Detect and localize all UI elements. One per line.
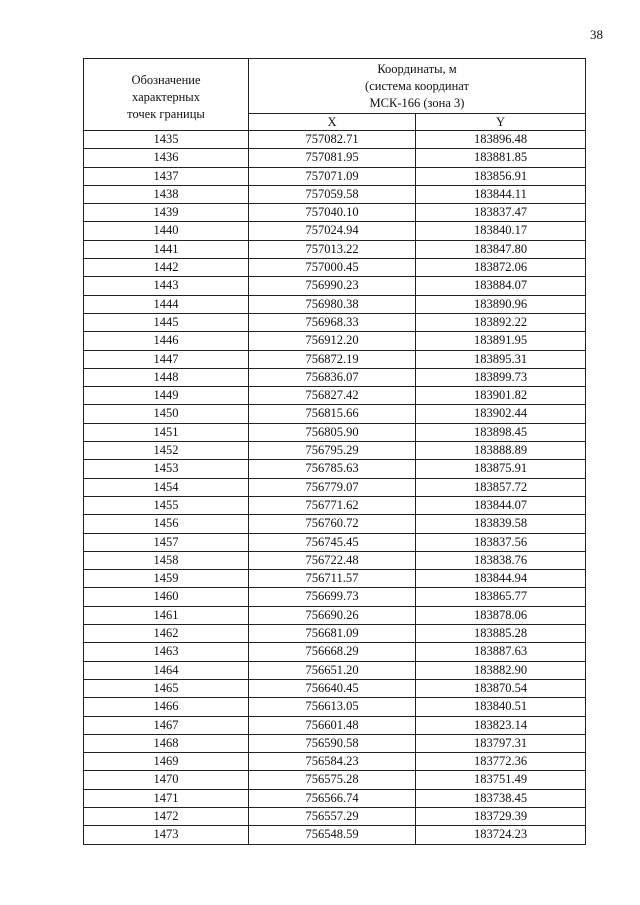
point-cell: 1450 [84,405,249,423]
y-coordinate-cell: 183772.36 [416,753,586,771]
y-coordinate-cell: 183729.39 [416,807,586,825]
table-row [84,826,586,844]
table-row [84,295,586,313]
y-coordinate-cell: 183724.23 [416,826,586,844]
coords-header-line: Координаты, м [377,61,457,76]
table-body [84,131,586,845]
y-coordinate-cell: 183884.07 [416,277,586,295]
x-coordinate-cell: 757081.95 [249,149,416,167]
y-coordinate-cell: 183738.45 [416,789,586,807]
y-coordinate-cell: 183892.22 [416,313,586,331]
table-row [84,716,586,734]
y-coordinate-cell: 183890.96 [416,295,586,313]
x-coordinate-cell: 756601.48 [249,716,416,734]
table-row [84,698,586,716]
table-row [84,643,586,661]
point-cell: 1452 [84,442,249,460]
point-cell: 1453 [84,460,249,478]
point-cell: 1448 [84,368,249,386]
point-column-header [84,59,249,131]
table-row [84,551,586,569]
table-row [84,496,586,514]
point-cell: 1463 [84,643,249,661]
table-row [84,167,586,185]
point-cell: 1462 [84,625,249,643]
y-coordinate-cell: 183823.14 [416,716,586,734]
table-row [84,588,586,606]
x-coordinate-cell: 756557.29 [249,807,416,825]
point-cell: 1440 [84,222,249,240]
table-row [84,478,586,496]
x-coordinate-cell: 756795.29 [249,442,416,460]
x-coordinate-cell: 756566.74 [249,789,416,807]
x-coordinate-cell: 756990.23 [249,277,416,295]
table-row [84,222,586,240]
y-coordinate-cell: 183899.73 [416,368,586,386]
x-coordinate-cell: 757082.71 [249,131,416,149]
point-header-line: характерных [132,90,200,104]
x-coordinate-cell: 756827.42 [249,387,416,405]
table-row [84,789,586,807]
table-row [84,679,586,697]
y-coordinate-cell: 183870.54 [416,679,586,697]
coords-header-line: (система координат [365,78,469,93]
coords-header-line: МСК-166 (зона 3) [369,95,465,110]
page-number: 38 [590,27,603,42]
point-cell: 1455 [84,496,249,514]
y-coordinate-cell: 183857.72 [416,478,586,496]
table-row [84,442,586,460]
x-coordinate-cell: 756815.66 [249,405,416,423]
y-coordinate-cell: 183865.77 [416,588,586,606]
table-row [84,807,586,825]
y-coordinate-cell: 183887.63 [416,643,586,661]
table-row [84,387,586,405]
x-coordinate-cell: 756872.19 [249,350,416,368]
point-cell: 1441 [84,240,249,258]
x-coordinate-cell: 756722.48 [249,551,416,569]
x-coordinate-cell: 756805.90 [249,423,416,441]
point-header-line: Обозначение [131,73,201,87]
y-coordinate-cell: 183797.31 [416,734,586,752]
table-row [84,460,586,478]
point-cell: 1468 [84,734,249,752]
x-coordinate-cell: 757013.22 [249,240,416,258]
coordinates-column-header [249,59,586,114]
x-coordinate-cell: 756760.72 [249,515,416,533]
point-cell: 1461 [84,606,249,624]
x-coordinate-cell: 756711.57 [249,570,416,588]
point-cell: 1451 [84,423,249,441]
table-row [84,661,586,679]
point-cell: 1457 [84,533,249,551]
point-header-line: точек границы [127,107,205,121]
x-coordinate-cell: 756651.20 [249,661,416,679]
table-row [84,570,586,588]
y-coordinate-cell: 183838.76 [416,551,586,569]
y-coordinate-cell: 183901.82 [416,387,586,405]
x-coordinate-cell: 756968.33 [249,313,416,331]
y-coordinate-cell: 183896.48 [416,131,586,149]
point-cell: 1459 [84,570,249,588]
x-coordinate-cell: 756980.38 [249,295,416,313]
table-row [84,625,586,643]
table-row [84,204,586,222]
y-coordinate-cell: 183891.95 [416,332,586,350]
point-cell: 1465 [84,679,249,697]
y-coordinate-cell: 183847.80 [416,240,586,258]
y-coordinate-cell: 183751.49 [416,771,586,789]
table-row [84,734,586,752]
point-cell: 1435 [84,131,249,149]
x-coordinate-cell: 757024.94 [249,222,416,240]
point-cell: 1447 [84,350,249,368]
x-column-header: X [249,114,416,131]
x-coordinate-cell: 756699.73 [249,588,416,606]
y-coordinate-cell: 183882.90 [416,661,586,679]
y-coordinate-cell: 183839.58 [416,515,586,533]
point-cell: 1445 [84,313,249,331]
table-header [84,59,586,131]
y-coordinate-cell: 183881.85 [416,149,586,167]
y-coordinate-cell: 183856.91 [416,167,586,185]
point-cell: 1464 [84,661,249,679]
point-cell: 1439 [84,204,249,222]
x-coordinate-cell: 756575.28 [249,771,416,789]
table-row [84,313,586,331]
point-cell: 1469 [84,753,249,771]
table-row [84,753,586,771]
x-coordinate-cell: 756613.05 [249,698,416,716]
x-coordinate-cell: 756681.09 [249,625,416,643]
table-row [84,368,586,386]
table-row [84,606,586,624]
x-coordinate-cell: 756584.23 [249,753,416,771]
y-coordinate-cell: 183878.06 [416,606,586,624]
table-row [84,185,586,203]
point-cell: 1454 [84,478,249,496]
point-cell: 1470 [84,771,249,789]
y-coordinate-cell: 183872.06 [416,259,586,277]
table-row [84,149,586,167]
x-coordinate-cell: 757000.45 [249,259,416,277]
point-cell: 1442 [84,259,249,277]
point-cell: 1467 [84,716,249,734]
y-coordinate-cell: 183837.56 [416,533,586,551]
point-cell: 1438 [84,185,249,203]
y-coordinate-cell: 183885.28 [416,625,586,643]
point-cell: 1473 [84,826,249,844]
point-cell: 1471 [84,789,249,807]
table-row [84,533,586,551]
point-cell: 1444 [84,295,249,313]
x-coordinate-cell: 757071.09 [249,167,416,185]
table-row [84,240,586,258]
x-coordinate-cell: 756779.07 [249,478,416,496]
x-coordinate-cell: 757059.58 [249,185,416,203]
coordinates-table [83,58,586,845]
y-coordinate-cell: 183844.94 [416,570,586,588]
table-row [84,423,586,441]
table-row [84,277,586,295]
x-coordinate-cell: 756785.63 [249,460,416,478]
point-cell: 1449 [84,387,249,405]
point-cell: 1456 [84,515,249,533]
x-coordinate-cell: 756912.20 [249,332,416,350]
x-coordinate-cell: 756690.26 [249,606,416,624]
point-cell: 1436 [84,149,249,167]
x-coordinate-cell: 756590.58 [249,734,416,752]
y-coordinate-cell: 183898.45 [416,423,586,441]
y-coordinate-cell: 183888.89 [416,442,586,460]
y-coordinate-cell: 183840.17 [416,222,586,240]
x-coordinate-cell: 757040.10 [249,204,416,222]
y-coordinate-cell: 183844.07 [416,496,586,514]
point-cell: 1446 [84,332,249,350]
y-coordinate-cell: 183837.47 [416,204,586,222]
point-cell: 1458 [84,551,249,569]
table-row [84,515,586,533]
y-coordinate-cell: 183844.11 [416,185,586,203]
table-row [84,405,586,423]
x-coordinate-cell: 756640.45 [249,679,416,697]
x-coordinate-cell: 756668.29 [249,643,416,661]
point-cell: 1466 [84,698,249,716]
point-cell: 1437 [84,167,249,185]
y-coordinate-cell: 183902.44 [416,405,586,423]
x-coordinate-cell: 756548.59 [249,826,416,844]
x-coordinate-cell: 756771.62 [249,496,416,514]
point-cell: 1472 [84,807,249,825]
table-row [84,332,586,350]
table-row [84,131,586,149]
y-column-header: Y [416,114,586,131]
table-row [84,259,586,277]
point-cell: 1443 [84,277,249,295]
y-coordinate-cell: 183895.31 [416,350,586,368]
table-row [84,771,586,789]
point-cell: 1460 [84,588,249,606]
y-coordinate-cell: 183875.91 [416,460,586,478]
x-coordinate-cell: 756836.07 [249,368,416,386]
y-coordinate-cell: 183840.51 [416,698,586,716]
table-row [84,350,586,368]
x-coordinate-cell: 756745.45 [249,533,416,551]
